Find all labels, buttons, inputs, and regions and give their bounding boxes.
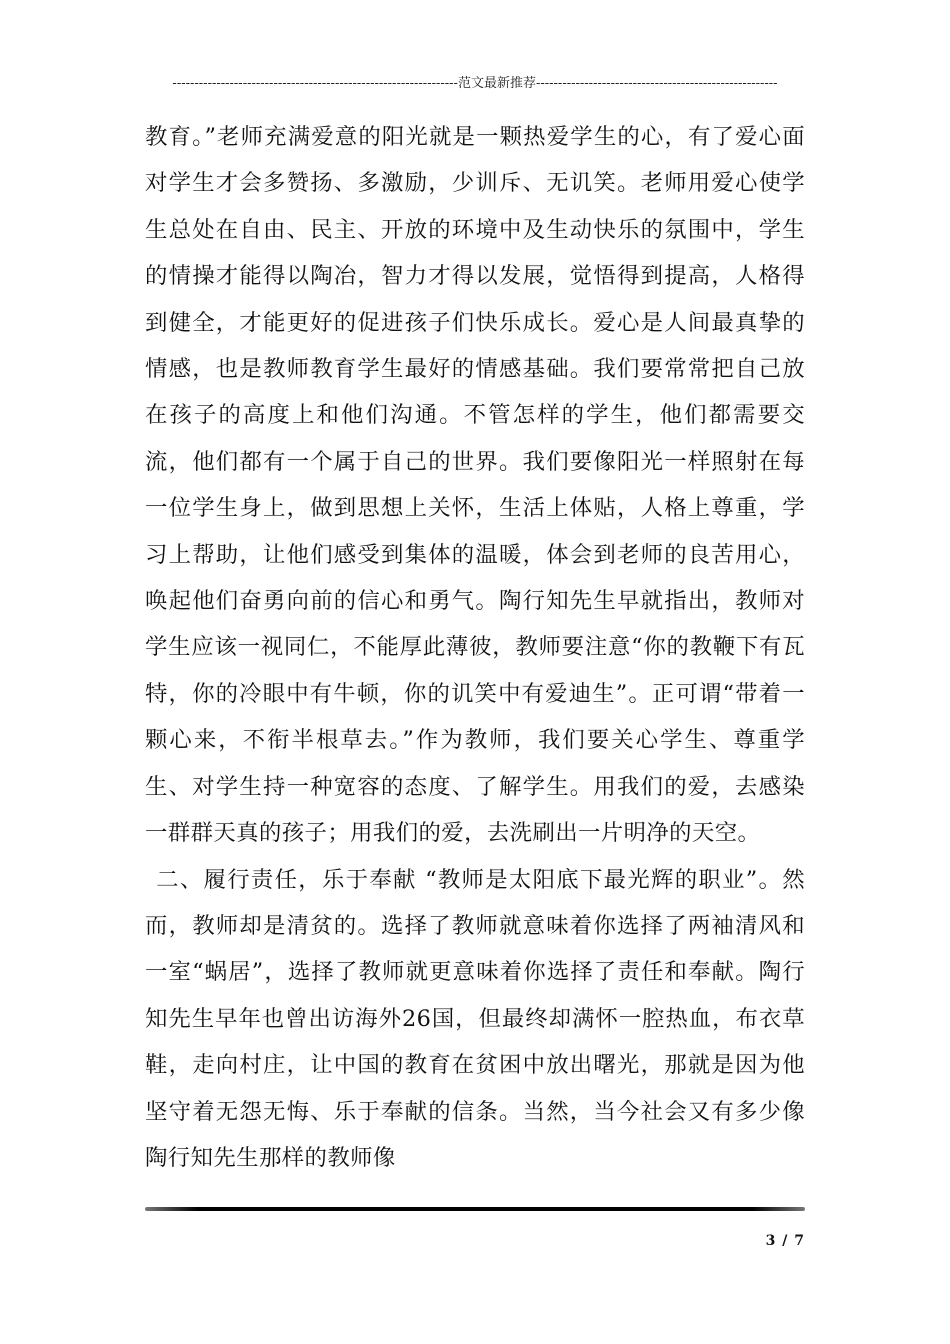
document-body (145, 114, 805, 1181)
footer-divider (145, 1207, 805, 1211)
body-paragraph: 教育。”老师充满爱意的阳光就是一颗热爱学生的心，有了爱心面对学生才会多赞扬、多激励，少训斥、无讥笑。老师用爱心使学生总处在自由、民主、开放的环境中及生动快乐的氛围中，学生的情操才能得以陶冶，智力才得以发展，觉悟得到提高，人格得到健全，才能更好的促进孩子们快乐成长。爱心是人间最真挚的情感，也是教师教育学生最好的情感基础。我们要常常把自己放在孩子的高度上和他们沟通。不管怎样的学生，他们都需要交流，他们都有一个属于自己的世界。我们要像阳光一样照射在每一位学生身上，做到思想上关怀，生活上体贴，人格上尊重，学习上帮助，让他们感受到集体的温暖，体会到老师的良苦用心，唤起他们奋勇向前的信心和勇气。陶行知先生早就指出，教师对学生应该一视同仁，不能厚此薄彼，教师要注意“你的教鞭下有瓦特，你的冷眼中有牛顿，你的讥笑中有爱迪生”。正可谓“带着一颗心来，不衔半根草去。”作为教师，我们要关心学生、尊重学生、对学生持一种宽容的态度、了解学生。用我们的爱，去感染一群群天真的孩子；用我们的爱，去洗刷出一片明净的天空。 (145, 124, 805, 847)
header-title: 范文最新推荐 (457, 76, 536, 91)
header-dashes-right: ------------------------------------------------------- (535, 76, 778, 91)
page-header (145, 74, 805, 94)
header-dashes-left: ----------------------------------------------------------------- (172, 76, 458, 91)
page-number: 3 / 7 (765, 1233, 805, 1249)
body-paragraph: 二、履行责任，乐于奉献 “教师是太阳底下最光辉的职业”。然而，教师却是清贫的。选择了教师就意味着你选择了两袖清风和一室“蜗居”，选择了教师就更意味着你选择了责任和奉献。陶行知先生早年也曾出访海外26国，但最终却满怀一腔热血，布衣草鞋，走向村庄，让中国的教育在贫困中放出曙光，那就是因为他坚守着无怨无悔、乐于奉献的信条。当然，当今社会又有多少像陶行知先生那样的教师像 (145, 866, 805, 1171)
